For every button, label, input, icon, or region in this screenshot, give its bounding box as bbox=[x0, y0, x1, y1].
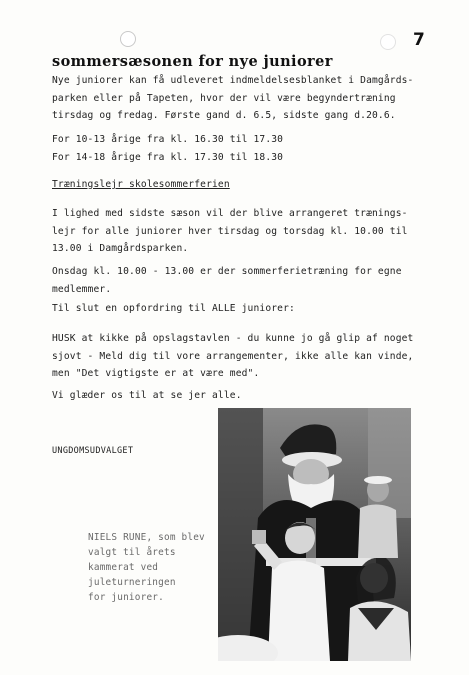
page-title: sommersæsonen for nye juniorer bbox=[52, 53, 333, 70]
photo-santa-with-juniors bbox=[218, 408, 411, 661]
notice-board-paragraph: HUSK at kikke på opslagstavlen - du kunne jo gå glip af noget sjovt - Meld dig til vore arrangementer, ikke alle kan vinde, men "Det vigtigste er at være med". bbox=[52, 333, 414, 380]
photo-caption: NIELS RUNE, som blev valgt til årets kammerat ved juleturneringen for juniorer. bbox=[88, 532, 205, 603]
punch-hole-left bbox=[120, 31, 136, 47]
camp-paragraph: I lighed med sidste sæson vil der blive arrangeret trænings- lejr for alle juniorer hver tirsdag og torsdag kl. 10.00 til 13.00 i Damgårdsparken. bbox=[52, 208, 408, 255]
closing-line: Vi glæder os til at se jer alle. bbox=[52, 390, 242, 401]
call-to-juniors: Til slut en opfordring til ALLE juniorer: bbox=[52, 303, 295, 314]
punch-hole-right bbox=[380, 34, 396, 50]
wednesday-paragraph: Onsdag kl. 10.00 - 13.00 er der sommerferietræning for egne medlemmer. bbox=[52, 266, 402, 295]
page-number: 7 bbox=[413, 30, 425, 50]
age-schedule: For 10-13 årige fra kl. 16.30 til 17.30 For 14-18 årige fra kl. 17.30 til 18.30 bbox=[52, 134, 284, 163]
camp-subheading: Træningslejr skolesommerferien bbox=[52, 179, 230, 190]
signature: UNGDOMSUDVALGET bbox=[52, 446, 134, 456]
intro-paragraph: Nye juniorer kan få udleveret indmeldelsesblanket i Damgårds- parken eller på Tapeten, hvor der vil være begyndertræning tirsdag og fredag. Første gand d. 6.5, sidste gang d.20.6. bbox=[52, 75, 414, 122]
